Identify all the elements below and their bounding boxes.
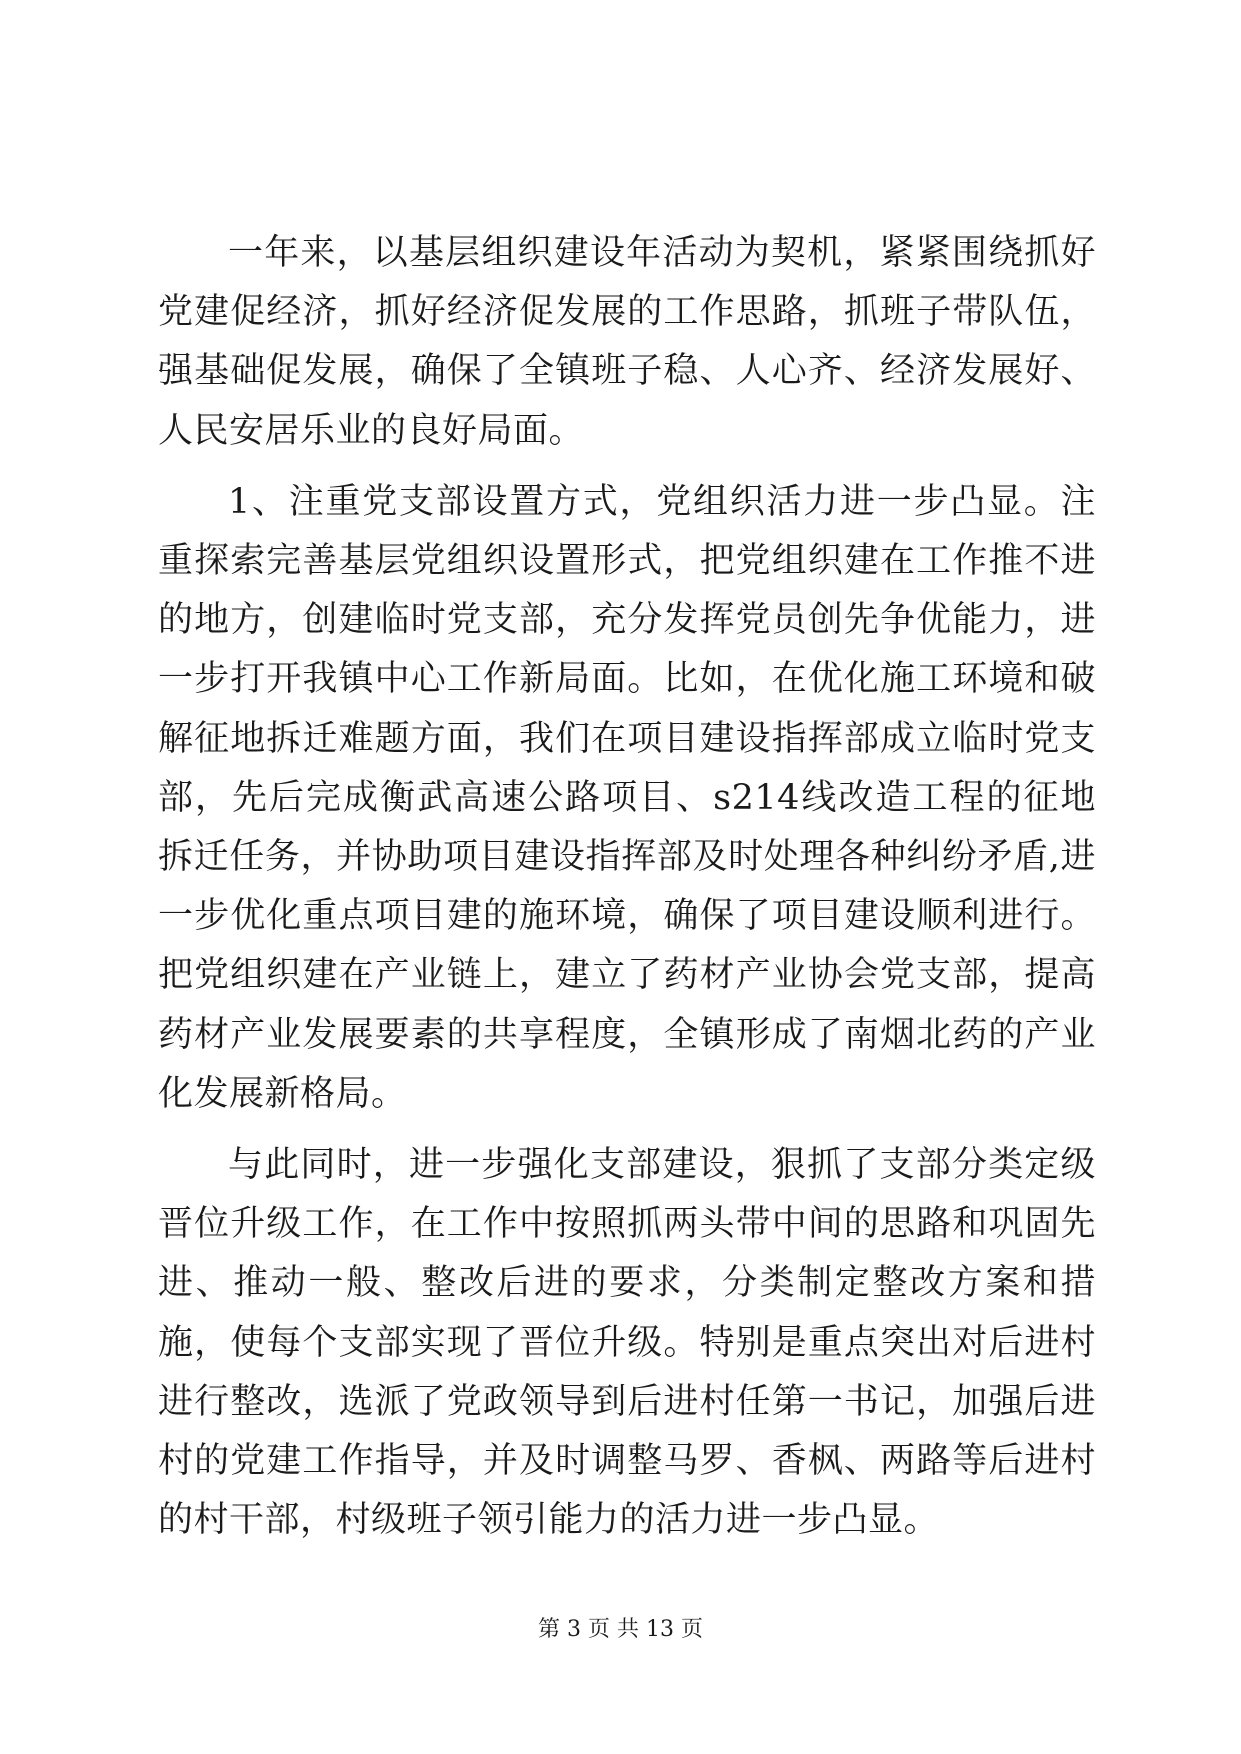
paragraph-meanwhile: 与此同时，进一步强化支部建设，狠抓了支部分类定级晋位升级工作，在工作中按照抓两头带中间的思路和巩固先进、推动一般、整改后进的要求，分类制定整改方案和措施，使每个支部实现了晋位升级。特别是重点突出对后进村进行整改，选派了党政领导到后进村任第一书记，加强后进村的党建工作指导，并及时调整马罗、香枫、两路等后进村的村干部，村级班子领引能力的活力进一步凸显。 — [158, 1145, 1096, 1541]
paragraph-intro: 一年来，以基层组织建设年活动为契机，紧紧围绕抓好党建促经济，抓好经济促发展的工作思路，抓班子带队伍，强基础促发展，确保了全镇班子稳、人心齐、经济发展好、人民安居乐业的良好局面。 — [158, 233, 1096, 451]
page-number-footer: 第 3 页 共 13 页 — [538, 1617, 703, 1642]
paragraph-section-1: 1、注重党支部设置方式，党组织活力进一步凸显。注重探索完善基层党组织设置形式，把党组织建在工作推不进的地方，创建临时党支部，充分发挥党员创先争优能力，进一步打开我镇中心工作新局面。比如，在优化施工环境和破解征地拆迁难题方面，我们在项目建设指挥部成立临时党支部，先后完成衡武高速公路项目、s214线改造工程的征地拆迁任务，并协助项目建设指挥部及时处理各种纠纷矛盾,进一步优化重点项目建的施环境，确保了项目建设顺利进行。把党组织建在产业链上，建立了药材产业协会党支部，提高药材产业发展要素的共享程度，全镇形成了南烟北药的产业化发展新格局。 — [158, 481, 1096, 1114]
document-body — [158, 224, 1096, 1562]
